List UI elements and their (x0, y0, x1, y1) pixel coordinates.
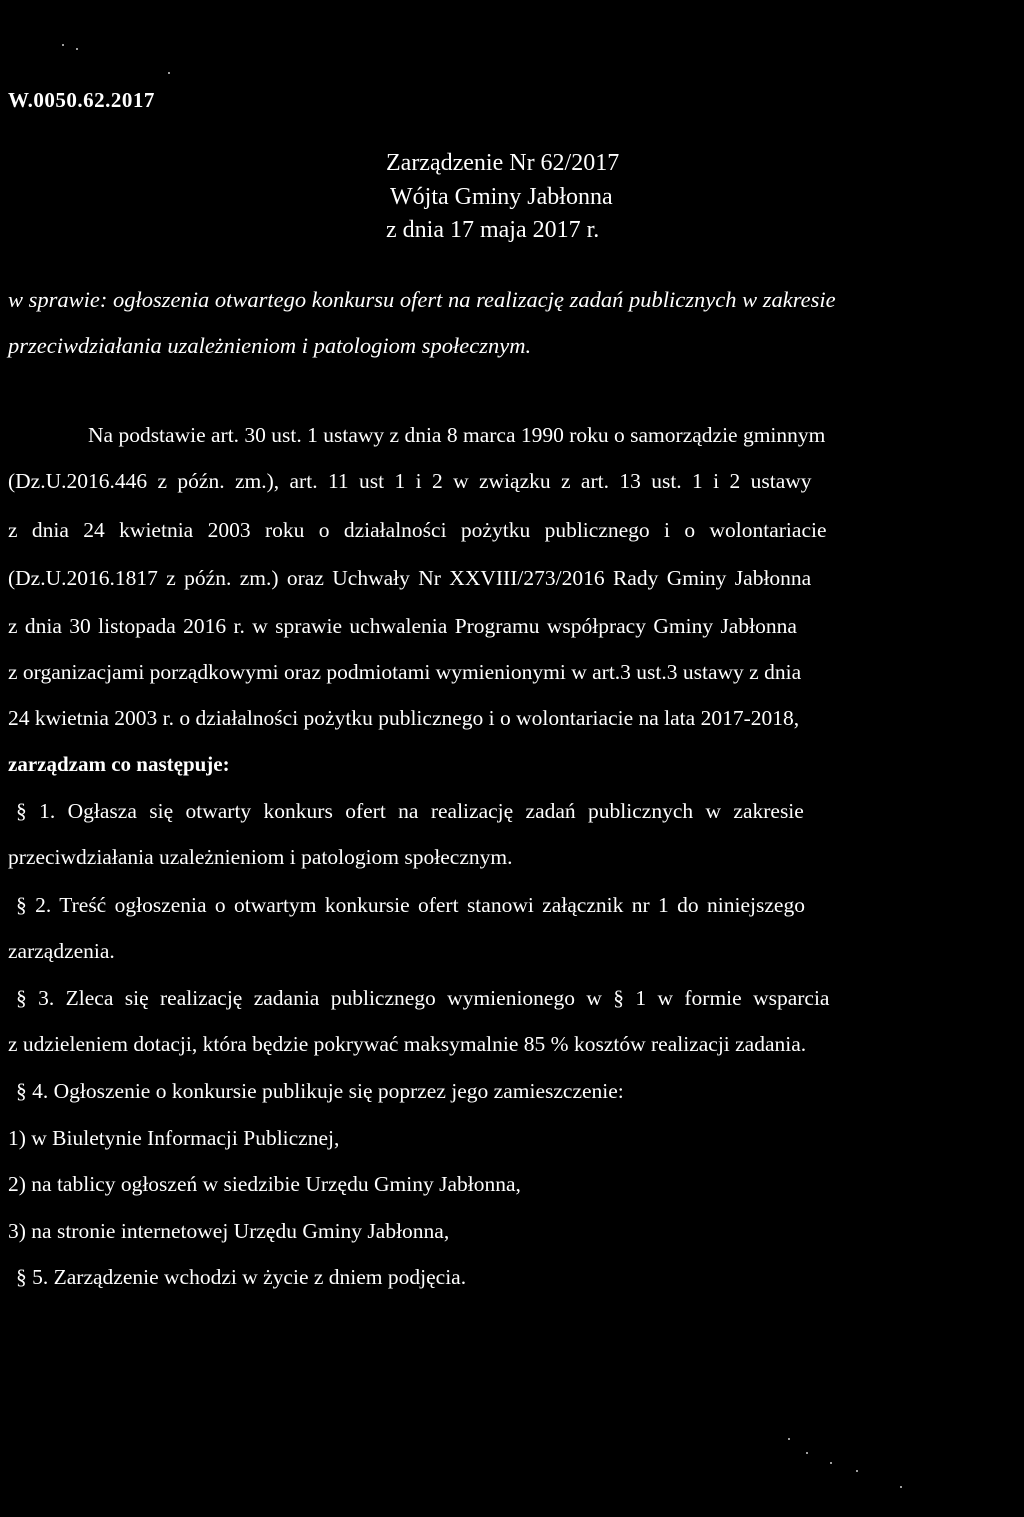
document-reference: W.0050.62.2017 (8, 88, 155, 112)
scan-speck (856, 1470, 858, 1472)
section-5: § 5. Zarządzenie wchodzi w życie z dniem podjęcia. (16, 1265, 467, 1289)
section-1-line-1: § 1. Ogłasza się otwarty konkurs ofert na realizację zadań publicznych w zakresie (16, 799, 804, 823)
preamble-line-4: (Dz.U.2016.1817 z późn. zm.) oraz Uchwały Nr XXVIII/273/2016 Rady Gminy Jabłonna (8, 566, 812, 590)
section-3-line-1: § 3. Zleca się realizację zadania publicznego wymienionego w § 1 w formie wsparcia (16, 986, 830, 1010)
scan-speck (830, 1462, 832, 1464)
decree-phrase: zarządzam co następuje: (8, 752, 230, 776)
section-2-line-1: § 2. Treść ogłoszenia o otwartym konkursie ofert stanowi załącznik nr 1 do niniejszego (16, 893, 805, 917)
section-4-item-2: 2) na tablicy ogłoszeń w siedzibie Urzędu Gminy Jabłonna, (8, 1172, 521, 1196)
scan-speck (76, 48, 78, 50)
preamble-line-2: (Dz.U.2016.446 z późn. zm.), art. 11 ust 1 i 2 w związku z art. 13 ust. 1 i 2 ustawy (8, 469, 812, 493)
preamble-line-5: z dnia 30 listopada 2016 r. w sprawie uchwalenia Programu współpracy Gminy Jabłonna (8, 614, 797, 638)
title-line-3: z dnia 17 maja 2017 r. (386, 217, 600, 243)
section-4-item-1: 1) w Biuletynie Informacji Publicznej, (8, 1126, 340, 1150)
section-3-line-2: z udzieleniem dotacji, która będzie pokrywać maksymalnie 85 % kosztów realizacji zadania. (8, 1032, 807, 1056)
preamble-line-3: z dnia 24 kwietnia 2003 roku o działalności pożytku publicznego i o wolontariacie (8, 518, 827, 542)
preamble-line-1: Na podstawie art. 30 ust. 1 ustawy z dnia 8 marca 1990 roku o samorządzie gminnym (88, 423, 826, 447)
scan-speck (788, 1438, 790, 1440)
section-1-line-2: przeciwdziałania uzależnieniom i patologiom społecznym. (8, 845, 513, 869)
section-4-item-3: 3) na stronie internetowej Urzędu Gminy Jabłonna, (8, 1219, 450, 1243)
subject-line-2: przeciwdziałania uzależnieniom i patologiom społecznym. (8, 333, 532, 358)
subject-line-1: w sprawie: ogłoszenia otwartego konkursu ofert na realizację zadań publicznych w zakresie (8, 287, 836, 312)
scan-speck (168, 72, 170, 74)
title-line-2: Wójta Gminy Jabłonna (390, 184, 613, 210)
title-line-1: Zarządzenie Nr 62/2017 (386, 150, 620, 176)
preamble-line-7: 24 kwietnia 2003 r. o działalności pożytku publicznego i o wolontariacie na lata 2017-2018, (8, 706, 800, 730)
scan-speck (900, 1486, 902, 1488)
scan-speck (806, 1452, 808, 1454)
scan-speck (62, 44, 64, 46)
section-4-intro: § 4. Ogłoszenie o konkursie publikuje się poprzez jego zamieszczenie: (16, 1079, 624, 1103)
section-2-line-2: zarządzenia. (8, 939, 115, 963)
preamble-line-6: z organizacjami porządkowymi oraz podmiotami wymienionymi w art.3 ust.3 ustawy z dnia (8, 660, 802, 684)
